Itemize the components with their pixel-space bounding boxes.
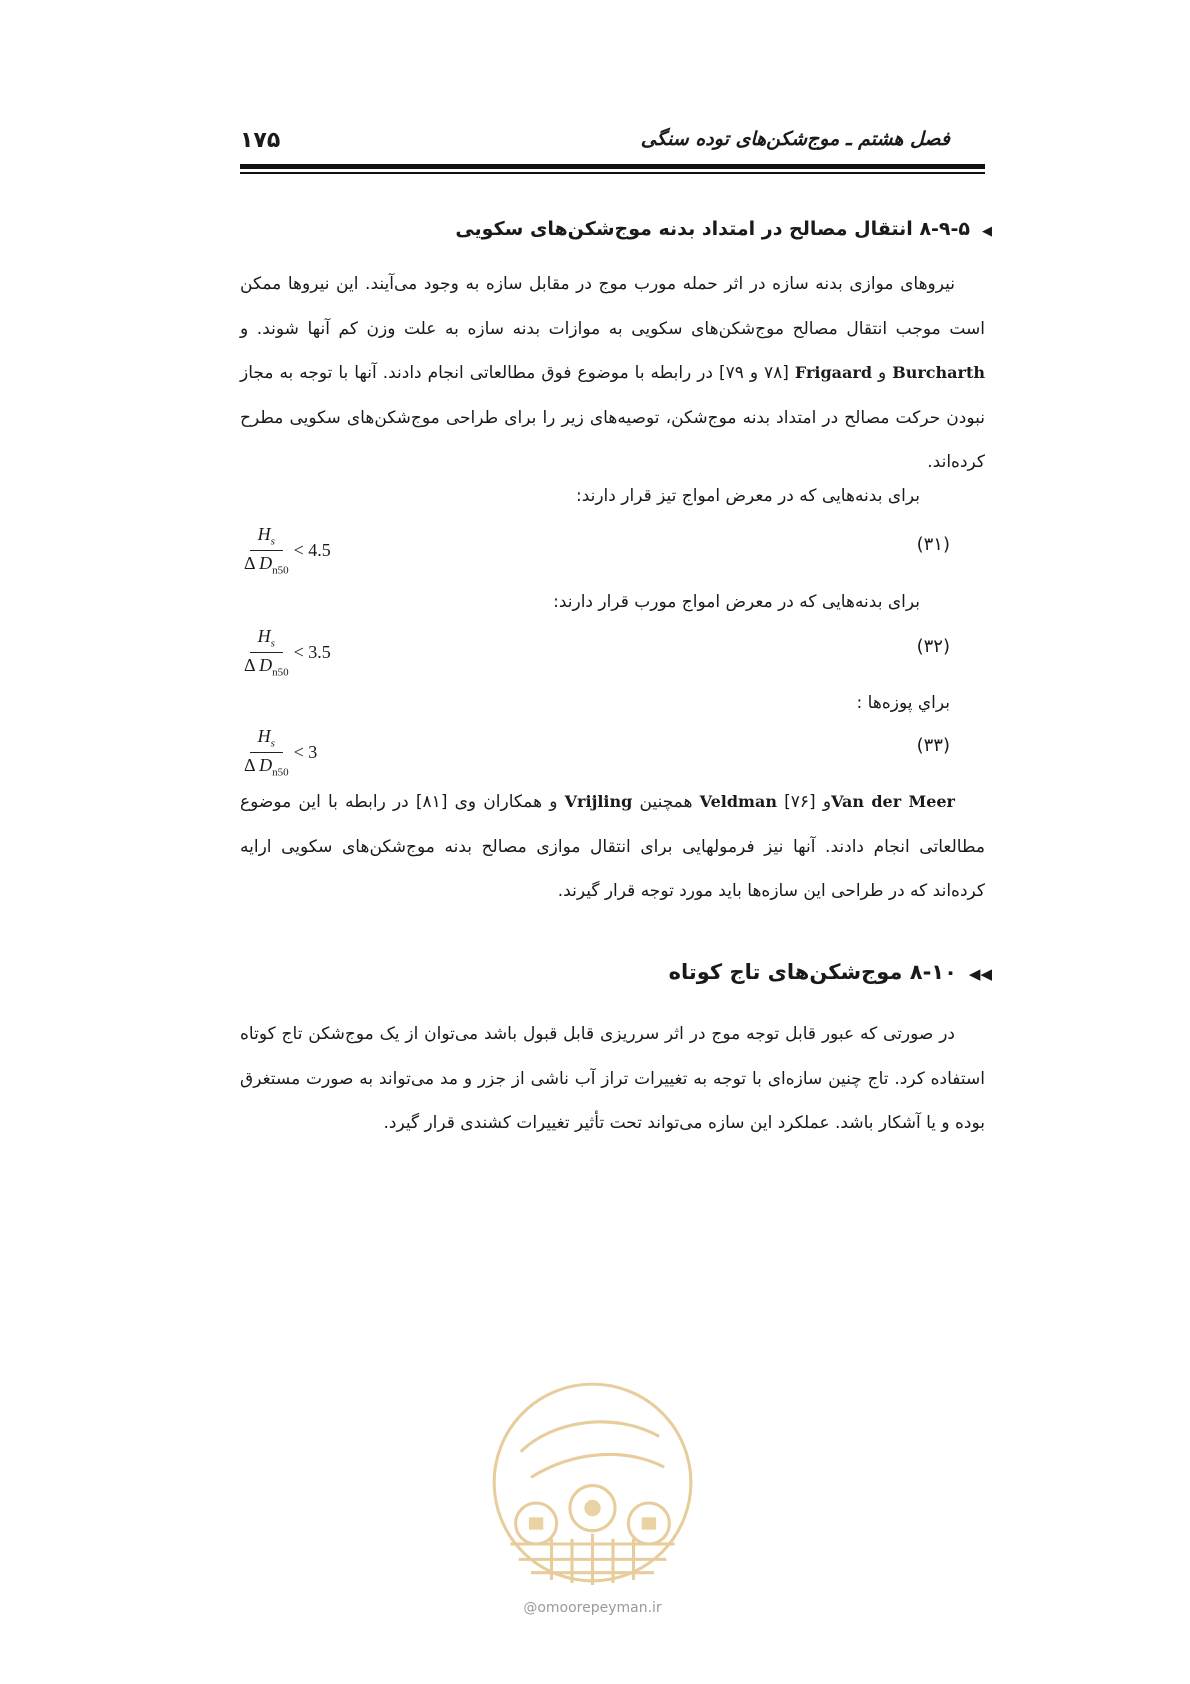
header-rule-thin <box>240 172 985 174</box>
formula-rhs: < 4.5 <box>293 539 331 560</box>
formula-fraction <box>244 524 289 576</box>
paragraph-intro <box>240 262 985 485</box>
watermark-logo <box>490 1380 695 1585</box>
heading-bullet-icon: ◀ <box>982 224 992 239</box>
para1-text-a: نیروهای موازی بدنه سازه در اثر حمله مورب موج در مقابل سازه به وجود می‌آیند. این نیروها ممکن است موجب انتقال مصالح موج‌شکن‌های سکویی به موازات بدنه سازه به علت وزن کم آنها شوند. و <box>240 274 985 339</box>
condition-text-3: براي پوزه‌ها : <box>856 693 950 713</box>
formula-denominator: Δ $D_{n50}$ <box>244 754 289 779</box>
formula-numerator: $H_s$ <box>250 524 283 551</box>
watermark-website-text: omoorepeyman.ir <box>537 1600 662 1616</box>
condition-text-1: برای بدنه‌هایی که در معرض امواج تیز قرار دارند: <box>575 486 920 506</box>
section-heading-text: ۸-۹-۵ انتقال مصالح در امتداد بدنه موج‌شکن‌های سکویی <box>455 218 970 240</box>
formula-denominator: Δ $D_{n50}$ <box>244 654 289 679</box>
author-van-der-meer: Van der Meer <box>831 792 955 811</box>
equation-number-33: (۳۳) <box>916 735 950 756</box>
heading-double-bullet-icon: ◀◀ <box>968 965 992 983</box>
para1-text-b: و <box>872 363 893 383</box>
formula-32 <box>244 626 331 678</box>
author-frigaard: Frigaard <box>794 363 873 382</box>
paragraph-low-crest <box>240 1012 985 1146</box>
formula-numerator: $H_s$ <box>250 626 283 653</box>
para2-text-a: و <box>815 792 832 812</box>
formula-numerator: $H_s$ <box>250 726 283 753</box>
page-number: ۱۷۵ <box>240 128 281 153</box>
header-rule-thick <box>240 164 985 169</box>
para2-text-b: [۷۶] همچنین <box>632 792 816 812</box>
equation-number-32: (۳۲) <box>916 636 950 657</box>
formula-rhs: < 3.5 <box>293 641 331 662</box>
equation-number-31: (۳۱) <box>916 534 950 555</box>
section2-heading-text: ۸-۱۰ موج‌شکن‌های تاج کوتاه <box>668 960 957 984</box>
condition-text-2: برای بدنه‌هایی که در معرض امواج مورب قرار دارند: <box>553 592 920 612</box>
author-vrijling: Vrijling <box>564 792 633 811</box>
formula-rhs: < 3 <box>293 741 318 762</box>
paragraph-van-der-meer <box>240 780 985 914</box>
formula-fraction <box>244 726 289 778</box>
formula-33 <box>244 726 317 778</box>
paragraph-intro-text <box>240 262 985 485</box>
author-burcharth: Burcharth <box>892 363 985 382</box>
para1-text-c: [۷۸ و ۷۹] در رابطه با موضوع فوق مطالعاتی انجام دادند. آنها با توجه به مجاز نبودن حرکت مصالح در امتداد بدنه موج‌شکن، توصیه‌های زیر را برای طراحی موج‌شکن‌های سکویی مطرح کرده‌اند. <box>240 363 985 472</box>
watermark-at-icon: @ <box>523 1600 538 1616</box>
formula-31 <box>244 524 331 576</box>
chapter-title: فصل هشتم ـ موج‌شکن‌های توده سنگی <box>640 128 950 150</box>
section-heading-8-9-5 <box>232 218 992 240</box>
watermark-website <box>490 1600 695 1616</box>
section-heading-8-10 <box>232 960 992 984</box>
formula-denominator: Δ $D_{n50}$ <box>244 552 289 577</box>
formula-fraction <box>244 626 289 678</box>
paragraph-low-crest-text: در صورتی که عبور قابل توجه موج در اثر سرریزی قابل قبول باشد می‌توان از یک موج‌شکن تاج کوتاه استفاده کرد. تاج چنین سازه‌ای با توجه به تغییرات تراز آب ناشی از جزر و مد می‌تواند به صورت مستغرق بوده و یا آشکار باشد. عملکرد این سازه می‌تواند تحت تأثیر تغییرات کشندی قرار گیرد. <box>240 1024 985 1133</box>
paragraph-van-der-meer-text <box>240 780 985 914</box>
author-veldman: Veldman <box>699 792 777 811</box>
para2-text-c: و همکاران وی [۸۱] در رابطه با این موضوع مطالعاتی انجام دادند. آنها نیز فرمولهایی برای انتقال موازی مصالح بدنه موج‌شکن‌های سکویی ارایه کرده‌اند که در طراحی این سازه‌ها باید مورد توجه قرار گیرند. <box>240 792 985 901</box>
